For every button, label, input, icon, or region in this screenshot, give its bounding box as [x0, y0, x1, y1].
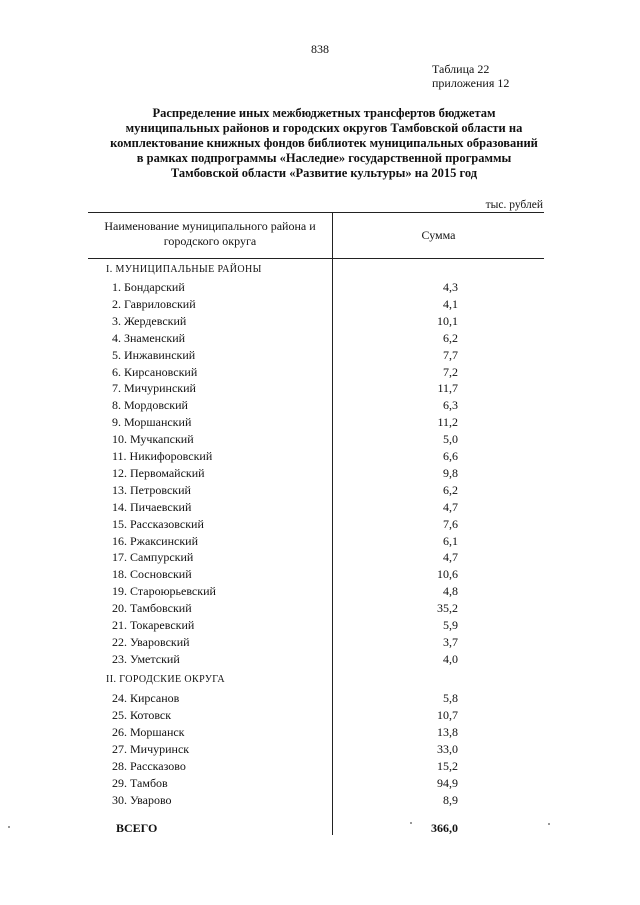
- row-name: 13. Петровский: [112, 482, 191, 497]
- table-row: [0, 466, 640, 483]
- row-value: 7,2: [443, 364, 458, 379]
- row-value: 5,8: [443, 691, 458, 705]
- row-name: 23. Уметский: [112, 651, 180, 666]
- column-header-name-line-1: Наименование муниципального района и: [104, 219, 316, 233]
- row-value: 6,1: [443, 533, 458, 548]
- row-name: 15. Рассказовский: [112, 516, 204, 531]
- table-label-appendix: приложения 12: [432, 76, 510, 90]
- title-line-1: Распределение иных межбюджетных трансфертов бюджетам: [152, 106, 496, 120]
- title-line-4: в рамках подпрограммы «Наследие» государственной программы: [136, 151, 512, 165]
- row-name: 22. Уваровский: [112, 634, 190, 649]
- row-value: 10,7: [437, 708, 458, 722]
- row-name: 25. Котовск: [112, 708, 172, 722]
- row-value: 11,2: [437, 415, 458, 430]
- row-name: 18. Сосновский: [112, 567, 192, 582]
- row-name: 27. Мичуринск: [112, 742, 190, 756]
- table-row: [0, 432, 640, 449]
- row-value: 94,9: [437, 776, 458, 790]
- row-name: 19. Староюрьевский: [112, 584, 216, 599]
- table-row: [0, 517, 640, 534]
- table-row: [0, 793, 640, 810]
- row-name: 10. Мучкапский: [112, 432, 194, 447]
- row-name: 21. Токаревский: [112, 618, 195, 632]
- row-name: 14. Пичаевский: [112, 499, 192, 514]
- row-name: 2. Гавриловский: [112, 296, 196, 311]
- row-name: 26. Моршанск: [112, 725, 185, 739]
- row-name: 24. Кирсанов: [112, 691, 180, 705]
- row-value: 4,1: [443, 296, 458, 311]
- row-name: 7. Мичуринский: [112, 381, 196, 396]
- row-value: 15,2: [437, 759, 458, 773]
- column-header-name: [88, 219, 332, 249]
- table-top-border: [88, 212, 544, 213]
- row-name: 8. Мордовский: [112, 398, 188, 413]
- table-label-number: Таблица 22: [432, 62, 490, 76]
- scan-speck: [8, 826, 10, 828]
- row-value: 35,2: [437, 601, 458, 616]
- total-label: ВСЕГО: [116, 821, 158, 835]
- column-header-sum: Сумма: [421, 228, 456, 242]
- row-value: 9,8: [443, 465, 458, 480]
- row-value: 7,6: [443, 516, 458, 531]
- table-row: [0, 601, 640, 618]
- table-row: [0, 759, 640, 776]
- table-row: [0, 500, 640, 517]
- row-name: 1. Бондарский: [112, 280, 185, 294]
- row-name: 30. Уварово: [112, 793, 172, 807]
- table-row: [0, 708, 640, 725]
- table-row: [0, 365, 640, 382]
- table-row: [0, 297, 640, 314]
- table-row: [0, 691, 640, 708]
- title-line-3: комплектование книжных фондов библиотек муниципальных образований: [110, 136, 538, 150]
- title-line-2: муниципальных районов и городских округов Тамбовской области на: [125, 121, 523, 135]
- table-row: [0, 725, 640, 742]
- row-value: 4,7: [443, 550, 458, 565]
- page-number: 838: [311, 42, 329, 56]
- row-name: 3. Жердевский: [112, 313, 187, 328]
- row-name: 17. Сампурский: [112, 550, 194, 565]
- table-row: [0, 618, 640, 635]
- section-heading-districts: I. МУНИЦИПАЛЬНЫЕ РАЙОНЫ: [106, 264, 262, 275]
- row-value: 4,3: [443, 280, 458, 294]
- title-line-5: Тамбовской области «Развитие культуры» на 2015 год: [170, 166, 478, 180]
- row-name: 20. Тамбовский: [112, 601, 192, 616]
- row-name: 4. Знаменский: [112, 330, 186, 345]
- total-value: 366,0: [431, 821, 458, 835]
- table-row: [0, 534, 640, 551]
- row-value: 6,3: [443, 398, 458, 413]
- table-row: [0, 652, 640, 669]
- row-value: 4,0: [443, 651, 458, 666]
- row-value: 8,9: [443, 793, 458, 807]
- scan-speck: [548, 823, 550, 825]
- row-name: 5. Инжавинский: [112, 347, 196, 362]
- table-row: [0, 331, 640, 348]
- row-name: 16. Ржаксинский: [112, 533, 198, 548]
- section-heading-cities: II. ГОРОДСКИЕ ОКРУГА: [106, 674, 226, 685]
- row-name: 11. Никифоровский: [112, 449, 213, 463]
- table-row: [0, 314, 640, 331]
- table-row: [0, 584, 640, 601]
- row-name: 9. Моршанский: [112, 415, 192, 430]
- row-value: 5,9: [443, 618, 458, 632]
- row-value: 6,6: [443, 449, 458, 463]
- row-value: 5,0: [443, 432, 458, 447]
- header-bottom-border: [88, 258, 544, 259]
- column-header-name-line-2: городского округа: [163, 234, 257, 248]
- document-title: [100, 106, 548, 181]
- row-value: 7,7: [443, 347, 458, 362]
- row-value: 11,7: [437, 381, 458, 396]
- table-row: [0, 567, 640, 584]
- table-row: [0, 550, 640, 567]
- table-label: [432, 62, 509, 90]
- table-row: [0, 635, 640, 652]
- scan-speck: [410, 822, 412, 824]
- table-row: [0, 280, 640, 297]
- row-value: 13,8: [437, 725, 458, 739]
- row-value: 10,1: [437, 313, 458, 328]
- row-name: 28. Рассказово: [112, 759, 186, 773]
- row-value: 10,6: [437, 567, 458, 582]
- row-value: 4,7: [443, 499, 458, 514]
- row-value: 6,2: [443, 330, 458, 345]
- units-label: тыс. рублей: [485, 199, 543, 211]
- table-row: [0, 483, 640, 500]
- table-row: [0, 415, 640, 432]
- row-name: 12. Первомайский: [112, 465, 205, 480]
- table-row: [0, 348, 640, 365]
- table-row: [0, 398, 640, 415]
- table-row: [0, 449, 640, 466]
- table-row: [0, 776, 640, 793]
- table-row: [0, 742, 640, 759]
- row-name: 29. Тамбов: [112, 776, 168, 790]
- row-name: 6. Кирсановский: [112, 364, 198, 379]
- row-value: 6,2: [443, 482, 458, 497]
- row-value: 3,7: [443, 634, 458, 649]
- row-value: 4,8: [443, 584, 458, 599]
- row-value: 33,0: [437, 742, 458, 756]
- table-row: [0, 381, 640, 398]
